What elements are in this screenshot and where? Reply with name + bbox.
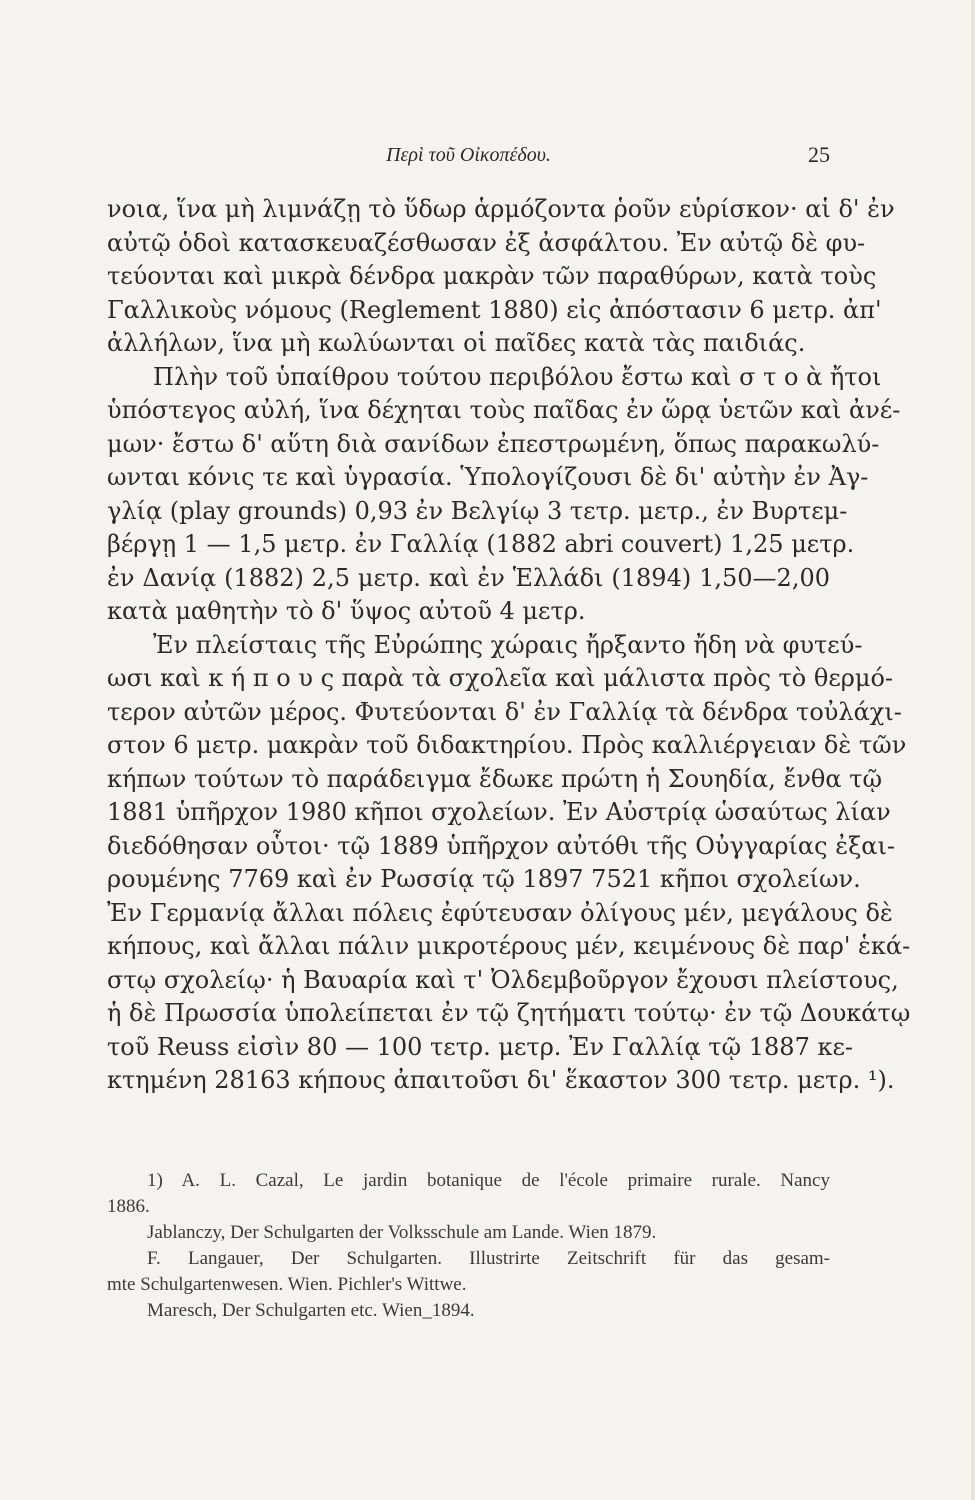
page-number: 25 [808, 142, 830, 167]
footnote-line: mte Schulgartenwesen. Wien. Pichler's Wittwe. [107, 1274, 467, 1295]
text-line: κήπων τούτων τὸ παράδειγμα ἔδωκε πρώτη ἡ Σουηδία, ἔνθα τῷ [107, 764, 883, 793]
text-line: τερον αὐτῶν μέρος. Φυτεύονται δ' ἐν Γαλλίᾳ τὰ δένδρα τοὐλάχι- [107, 697, 902, 726]
page-edge [971, 0, 975, 1500]
text-line: κήπους, καὶ ἄλλαι πάλιν μικροτέρους μέν, κειμένους δὲ παρ' ἑκά- [107, 932, 911, 960]
text-line: τεύονται καὶ μικρὰ δένδρα μακρὰν τῶν παραθύρων, κατὰ τοὺς [107, 262, 877, 290]
running-title: Περὶ τοῦ Οἰκοπέδου. [386, 144, 551, 166]
text-line: γλίᾳ (play grounds) 0,93 ἐν Βελγίῳ 3 τετρ. μετρ., ἐν Βυρτεμ- [107, 496, 848, 525]
text-line: στον 6 μετρ. μακρὰν τοῦ διδακτηρίου. Πρὸς καλλιέργειαν δὲ τῶν [107, 731, 907, 759]
page-header [107, 142, 830, 172]
main-text [107, 193, 911, 1098]
text-line: ἐν Δανίᾳ (1882) 2,5 μετρ. καὶ ἐν Ἑλλάδι (1894) 1,50—2,00 [107, 563, 830, 592]
text-line: κατὰ μαθητὴν τὸ δ' ὕψος αὐτοῦ 4 μετρ. [107, 597, 586, 625]
text-line: ἡ δὲ Πρωσσία ὑπολείπεται ἐν τῷ ζητήματι τούτῳ· ἐν τῷ Δουκάτῳ [107, 999, 911, 1027]
text-line: βέργῃ 1 — 1,5 μετρ. ἐν Γαλλίᾳ (1882 abri couvert) 1,25 μετρ. [107, 530, 855, 558]
footnote-line: F. Langauer, Der Schulgarten. Illustrirte Zeitschrift für das gesam- [147, 1248, 830, 1269]
text-line: διεδόθησαν οὗτοι· τῷ 1889 ὑπῆρχον αὐτόθι τῆς Οὐγγαρίας ἐξαι- [107, 831, 896, 860]
text-line: 1881 ὑπῆρχον 1980 κῆποι σχολείων. Ἐν Αὐστρίᾳ ὡσαύτως λίαν [107, 798, 891, 826]
text-line: ὑπόστεγος αὐλή, ἵνα δέχηται τοὺς παῖδας ἐν ὥρᾳ ὑετῶν καὶ ἀνέ- [107, 396, 901, 424]
text-line: στῳ σχολείῳ· ἡ Βαυαρία καὶ τ' Ὀλδεμβοῦργον ἔχουσι πλείστους, [107, 965, 899, 994]
text-line: Πλὴν τοῦ ὑπαίθρου τούτου περιβόλου ἔστω καὶ σ τ ο ὰ ἤτοι [153, 362, 882, 391]
footnote-line: 1886. [107, 1196, 150, 1217]
text-line: τοῦ Reuss εἰσὶν 80 — 100 τετρ. μετρ. Ἐν Γαλλίᾳ τῷ 1887 κε- [107, 1032, 854, 1061]
text-line: κτημένη 28163 κήπους ἀπαιτοῦσι δι' ἕκαστον 300 τετρ. μετρ. ¹). [107, 1066, 895, 1094]
text-line: νοια, ἵνα μὴ λιμνάζῃ τὸ ὕδωρ ἁρμόζοντα ῥοῦν εὑρίσκον· αἱ δ' ἐν [107, 195, 895, 223]
text-line: Γαλλικοὺς νόμους (Reglement 1880) εἰς ἀπόστασιν 6 μετρ. ἀπ' [107, 295, 882, 324]
text-line: ωσι καὶ κ ή π ο υ ς παρὰ τὰ σχολεῖα καὶ μάλιστα πρὸς τὸ θερμό- [107, 664, 894, 692]
text-line: ἀλλήλων, ἵνα μὴ κωλύωνται οἱ παῖδες κατὰ τὰς παιδιάς. [107, 329, 806, 357]
footnote-line: 1) A. L. Cazal, Le jardin botanique de l'école primaire rurale. Nancy [147, 1170, 830, 1191]
text-line: αὐτῷ ὁδοὶ κατασκευαζέσθωσαν ἐξ ἀσφάλτου. Ἐν αὐτῷ δὲ φυ- [107, 228, 866, 257]
footnotes [107, 1168, 830, 1324]
text-line: Ἐν Γερμανίᾳ ἄλλαι πόλεις ἐφύτευσαν ὀλίγους μέν, μεγάλους δὲ [107, 898, 893, 927]
text-line: μων· ἔστω δ' αὕτη διὰ σανίδων ἐπεστρωμένη, ὅπως παρακωλύ- [107, 429, 880, 458]
footnote-line: Maresch, Der Schulgarten etc. Wien_1894. [147, 1300, 475, 1321]
text-line: Ἐν πλείσταις τῆς Εὐρώπης χώραις ἤρξαντο ἤδη νὰ φυτεύ- [153, 630, 863, 659]
footnote-line: Jablanczy, Der Schulgarten der Volksschule am Lande. Wien 1879. [147, 1222, 657, 1243]
text-line: ρουμένης 7769 καὶ ἐν Ρωσσίᾳ τῷ 1897 7521 κῆποι σχολείων. [107, 865, 861, 893]
text-line: ωνται κόνις τε καὶ ὑγρασία. Ὑπολογίζουσι δὲ δι' αὐτὴν ἐν Ἀγ- [107, 463, 869, 491]
